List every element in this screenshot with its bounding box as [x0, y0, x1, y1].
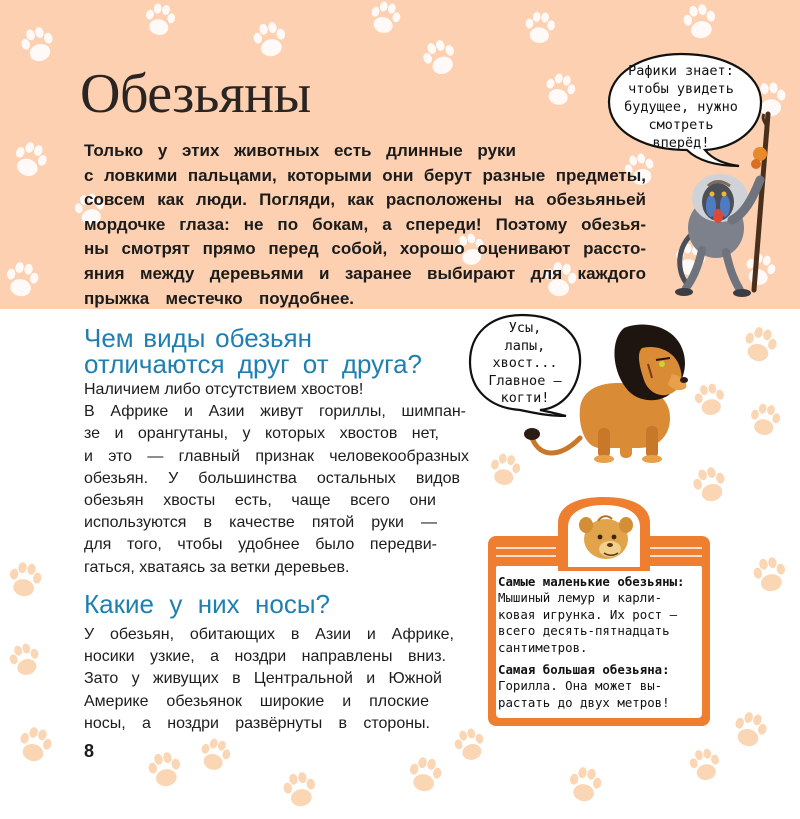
page-number: 8 — [84, 741, 95, 761]
intro-paragraph — [84, 139, 646, 311]
paragraph-line: носы, а ноздри развёрнуты в стороны. — [84, 714, 430, 732]
section-paragraph-noses — [84, 624, 456, 735]
paragraph-line: Наличием либо отсутствием хвостов! — [84, 381, 364, 398]
fact-box-text — [498, 574, 698, 711]
speech-line: Главное — — [488, 372, 562, 389]
heading-line: отличаются друг от друга? — [84, 349, 422, 379]
speech-line: Рафики знает: — [628, 63, 734, 79]
page-title: Обезьяны — [80, 63, 311, 125]
speech-line: будущее, нужно — [624, 99, 738, 115]
speech-line: вперёд! — [652, 135, 710, 151]
paragraph-line: используются в качестве пятой руки — — [84, 514, 437, 532]
fact-line: растать до двух метров! — [498, 694, 670, 710]
fact-line: сантиметров. — [498, 639, 588, 655]
speech-line: Усы, — [508, 320, 542, 336]
section-heading-noses — [84, 591, 330, 617]
speech-bubble-text — [605, 62, 757, 152]
paragraph-line: обезьян. У большинства остальных видов — [84, 469, 460, 487]
heading-line: Чем виды обезьян — [84, 323, 312, 353]
speech-line: хвост... — [492, 355, 558, 371]
section-heading-species — [84, 325, 422, 377]
paragraph-line: зе и орангутаны, у которых хвостов нет, — [84, 425, 439, 443]
fact-line: Мышиный лемур и карли- — [498, 590, 663, 606]
section-paragraph-species — [84, 379, 469, 579]
speech-bubble-scar — [466, 312, 586, 417]
paragraph-line: гаться, хватаясь за ветки деревьев. — [84, 558, 350, 576]
intro-line: яния между деревьями и заранее выбирают для каждого — [84, 263, 646, 283]
paragraph-line: У обезьян, обитающих в Азии и Африке, — [84, 626, 454, 643]
intro-line: ны смотрят прямо перед собой, хорошо оценивают рассто- — [84, 239, 646, 259]
speech-bubble-rafiki — [605, 50, 765, 170]
paragraph-line: для того, чтобы удобнее было передви- — [84, 536, 437, 554]
simba-cub-illustration — [548, 493, 660, 571]
paragraph-line: В Африке и Азии живут гориллы, шимпан- — [84, 403, 466, 421]
fact-line: Горилла. Она может вы- — [498, 678, 663, 694]
speech-bubble-text — [466, 320, 584, 408]
fact-heading-text: Самая большая обезьяна: — [498, 662, 670, 678]
heading-line: Какие у них носы? — [84, 589, 330, 619]
speech-line: чтобы увидеть — [628, 81, 734, 97]
fact-heading-largest — [498, 662, 698, 678]
fact-line: ковая игрунка. Их рост — — [498, 606, 678, 622]
paragraph-line: и это — главный признак человекообразных — [84, 447, 469, 465]
speech-line: когти! — [500, 390, 550, 406]
paragraph-line: Америке обезьянок широкие и плоские — [84, 692, 429, 710]
paragraph-line: обезьян хвосты есть, чаще всего они — [84, 492, 436, 510]
intro-line: прыжка местечко поудобнее. — [84, 288, 354, 308]
fact-heading-smallest — [498, 574, 698, 590]
intro-line: мордочке глаза: не по бокам, а спереди! Поэтому обезья- — [84, 214, 646, 234]
paragraph-line: носики узкие, а ноздри направлены вниз. — [84, 648, 446, 666]
intro-line: Только у этих животных есть длинные руки — [84, 141, 516, 160]
fact-heading-text: Самые маленькие обезьяны: — [498, 574, 685, 589]
paragraph-line: Зато у живущих в Центральной и Южной — [84, 670, 442, 688]
intro-line: с ловкими пальцами, которыми они берут разные предметы, — [84, 165, 646, 185]
speech-line: смотреть — [648, 117, 714, 133]
fact-line: всего десять-пятнадцать — [498, 623, 670, 639]
intro-line: совсем как люди. Погляди, как расположены на обезьяньей — [84, 190, 646, 210]
speech-line: лапы, — [504, 337, 546, 354]
